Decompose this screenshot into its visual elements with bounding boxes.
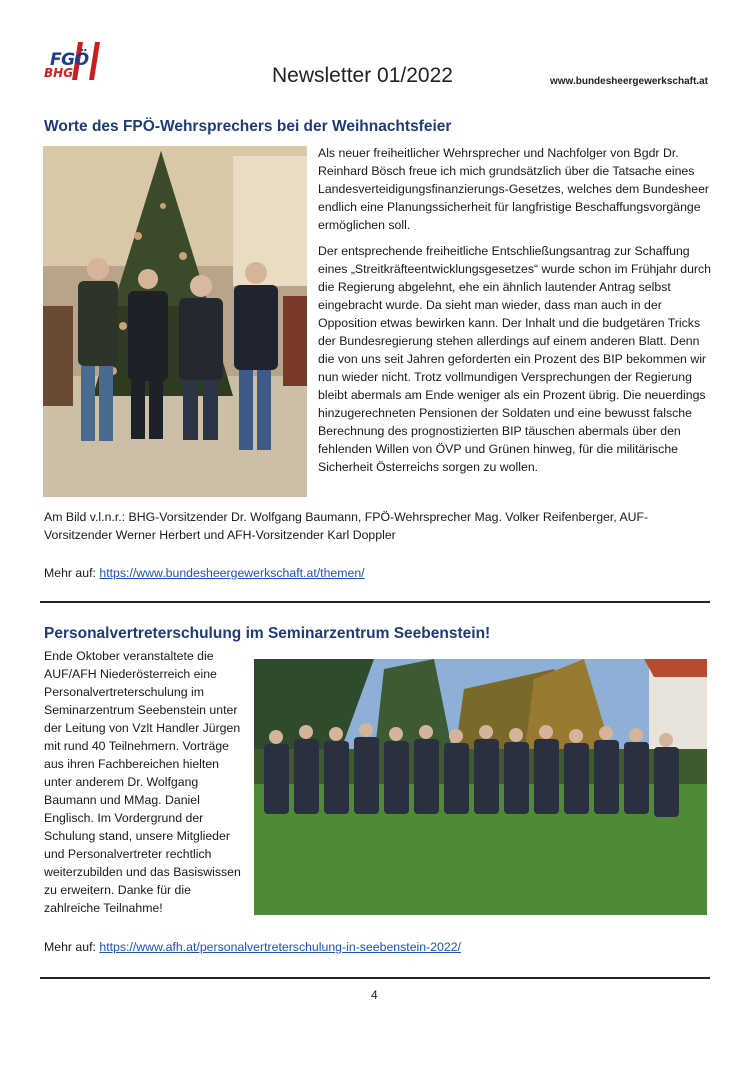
website-url[interactable]: www.bundesheergewerkschaft.at [549, 76, 708, 87]
logo-text-top: FGÖ [50, 50, 89, 70]
newsletter-title: Newsletter 01/2022 [272, 64, 453, 87]
more-label: Mehr auf: [44, 566, 96, 580]
section-divider [40, 601, 710, 603]
article1-paragraph: Als neuer freiheitlicher Wehrsprecher und Nachfolger von Bgdr Dr. Reinhard Bösch freue ich mich grundsätzlich über die Tatsache eines Landesverteidigungsfinanzierungs-Gesetzes, welches dem Bundesheer endlich eine Planungssicherheit für langfristige Beschaffungsvorgänge ermöglichen soll. [318, 146, 710, 232]
page-number: 4 [371, 988, 378, 1002]
article2-more [44, 938, 461, 956]
article2-heading: Personalvertreterschulung im Seminarzentrum Seebenstein! [44, 625, 491, 642]
article1-body [318, 144, 712, 484]
photo-caption: Am Bild v.l.n.r.: BHG-Vorsitzender Dr. Wolfgang Baumann, FPÖ-Wehrsprecher Mag. Volker Reifenberger, AUF-Vorsitzender Werner Herbert und AFH-Vorsitzender Karl Doppler [44, 510, 649, 542]
article1-link[interactable]: https://www.bundesheergewerkschaft.at/themen/ [99, 566, 365, 580]
group-photo [254, 659, 707, 915]
article2-link[interactable]: https://www.afh.at/personalvertreterschulung-in-seebenstein-2022/ [99, 940, 461, 954]
union-logo [44, 40, 106, 88]
article1-paragraph: Der entsprechende freiheitliche Entschließungsantrag zur Schaffung eines „Streitkräfteentwicklungsgesetzes“ wurde schon im Frühjahr durch die Regierung abgelehnt, ehe ein ähnlich lautender Antrag selbst eingebracht wurde. Da sieht man wieder, dass man auch in der Opposition etwas bewirken kann. Der Inhalt und die budgetären Tricks der Bundesregierung stehen allerdings auf einem anderen Blatt. Denn die von uns seit Jahren geforderten ein Prozent des BIP bekommen wir nun wieder nicht. Trotz vollmundigen Versprechungen der Regierung bleibt abermals am Ende weniger als ein Prozent übrig. Die neuerdings hinzugerechneten Pensionen der Soldaten und eine bewusst falsche Berechnung des prognostizierten BIP täuschen abermals über den fehlenden Willen von ÖVP und Grünen hinweg, für die militärische Sicherheit Österreichs sorgen zu wollen. [318, 244, 711, 474]
more-label: Mehr auf: [44, 940, 96, 954]
article1-heading: Worte des FPÖ-Wehrsprechers bei der Weihnachtsfeier [44, 118, 452, 135]
logo-text-bottom: BHG [44, 66, 74, 80]
article1-more [44, 564, 365, 582]
footer-divider [40, 977, 710, 979]
article2-body: Ende Oktober veranstaltete die AUF/AFH Niederösterreich eine Personalvertreterschulung im Seminarzentrum Seebenstein unter der Leitung von Vzlt Handler Jürgen mit rund 40 Teilnehmern. Vorträge aus ihren Fachbereichen hielten unter anderem Dr. Wolfgang Baumann und MMag. Daniel Englisch. Im Vordergrund der Schulung stand, unsere Mitglieder und Personalvertreter rechtlich weiterzubilden und das Basiswissen zu erweitern. Danke für die zahlreiche Teilnahme! [44, 649, 241, 915]
christmas-tree-photo [43, 146, 307, 497]
